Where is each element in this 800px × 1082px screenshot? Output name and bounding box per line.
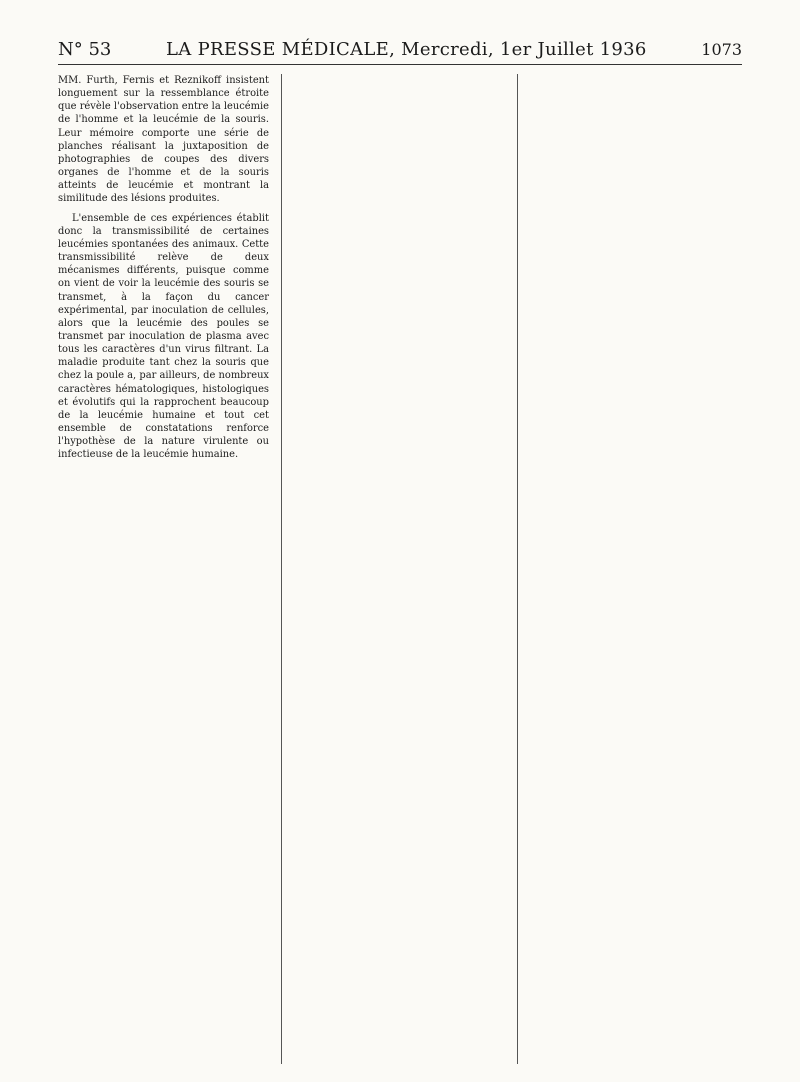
journal-title: LA PRESSE MÉDICALE, [166, 38, 396, 60]
paragraph: MM. Furth, Fernis et Reznikoff insistent longuement sur la ressemblance étroite que révèle l'observation entre la leucémie de l'homme et la leucémie de la souris. Leur mémoire comporte une série de planches réalisant la juxtaposition de photographies de coupes des divers organes de l'homme et de la souris atteints de leucémie et montrant la similitude des lésions produites. [58, 75, 269, 205]
paragraph: L'ensemble de ces expériences établit donc la transmissibilité de certaines leucémies spontanées des animaux. Cette transmissibilité relève de deux mécanismes différents, puisque comme on vient de voir la leucémie des souris se transmet, à la façon du cancer expérimental, par inoculation de cellules, alors que la leucémie des poules se transmet par inoculation de plasma avec tous les caractères d'un virus filtrant. La maladie produite tant chez la souris que chez la poule a, par ailleurs, de nombreux caractères hématologiques, histologiques et évolutifs qui la rapprochent beaucoup de la leucémie humaine et tout cet ensemble de constatations renforce l'hypothèse de la nature virulente ou infectieuse de la leucémie humaine. [58, 212, 269, 461]
column-middle [281, 74, 505, 1064]
issue-date: Mercredi, 1er Juillet 1936 [401, 38, 647, 60]
running-title [166, 39, 647, 60]
column-right [517, 74, 741, 1064]
column-left [58, 74, 269, 1064]
page-number: 1073 [701, 39, 742, 59]
page-header [58, 34, 742, 65]
text-columns [58, 74, 741, 1064]
issue-number: N° 53 [58, 38, 112, 60]
